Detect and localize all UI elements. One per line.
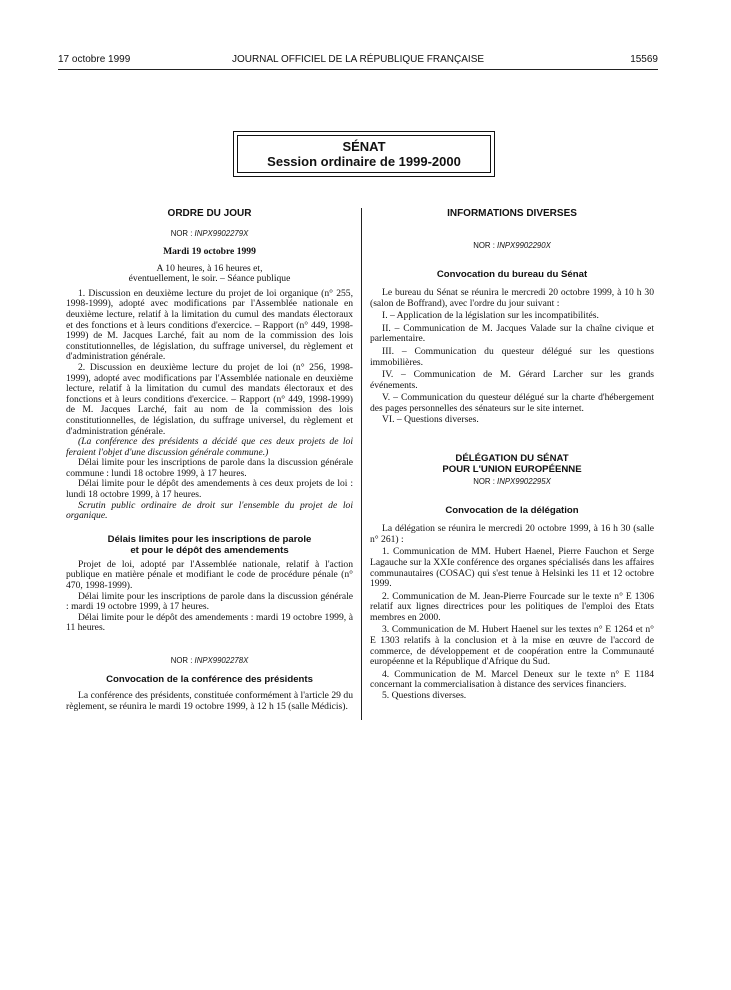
right-column (370, 208, 654, 702)
left-column (66, 208, 353, 712)
page-header (58, 54, 658, 68)
delegation-heading-line2: POUR L'UNION EUROPÉENNE (442, 464, 582, 476)
bureau-item: I. – Application de la législation sur les incompatibilités. (382, 310, 599, 322)
nor-label: NOR : (170, 229, 195, 238)
nor-label: NOR : (170, 656, 195, 665)
banner-subtitle: Session ordinaire de 1999-2000 (267, 154, 461, 169)
delegation-intro: La délégation se réunira le mercredi 20 octobre 1999, à 16 h 30 (salle n° 261) : (370, 523, 654, 545)
column-divider (361, 208, 362, 720)
nor-code: INPX9902295X (497, 477, 551, 487)
session-date: Mardi 19 octobre 1999 (163, 246, 256, 257)
delegation-item: 2. Communication de M. Jean-Pierre Fourcade sur le texte n° E 1306 relatif aux lignes directrices pour les politiques de l'emploi des Etats membres en 2000. (370, 590, 654, 623)
convocation-bureau-heading: Convocation du bureau du Sénat (436, 269, 588, 280)
agenda-item-1: 1. Discussion en deuxième lecture du projet de loi organique (n° 255, 1998-1999), adopté avec modifications par l'Assemblée nationale en deuxième lecture, relatif à la limitation du cumul des mandats électoraux et des fonctions et à leurs conditions d'exercice. – Rapport (n° 449, 1998-1999) de M. Jacques Larché, fait au nom de la commission des lois constitutionnelles, de législation, du suffrage universel, du règlement et d'administration générale. (66, 287, 353, 363)
bureau-item: II. – Communication de M. Jacques Valade sur la chaîne civique et parlementaire. (370, 322, 654, 345)
bureau-item: VI. – Questions diverses. (382, 413, 479, 425)
nor-reference (66, 229, 353, 239)
header-date: 17 octobre 1999 (58, 54, 131, 65)
agenda-item-2: 2. Discussion en deuxième lecture du projet de loi (n° 256, 1998-1999), adopté avec modifications par l'Assemblée nationale en deuxième lecture, relatif à la limitation du cumul des mandats électoraux et des fonctions et à leurs conditions d'exercice. – Rapport (n° 449, 1998-1999) de M. Jacques Larché, fait au nom de la commission des lois constitutionnelles, de législation, du suffrage universel, du règlement et d'administration générale. (66, 361, 353, 437)
delegation-heading-line1: DÉLÉGATION DU SÉNAT (455, 453, 569, 465)
nor-reference (370, 477, 654, 487)
nor-label: NOR : (473, 477, 498, 487)
senat-banner-inner (237, 135, 491, 173)
informations-diverses-heading: INFORMATIONS DIVERSES (447, 208, 577, 219)
scrutin-note: Scrutin public ordinaire de droit sur l'ensemble du projet de loi organique. (66, 499, 353, 522)
header-page-number: 15569 (630, 54, 658, 65)
session-time-line2: éventuellement, le soir. – Séance publique (128, 273, 291, 285)
delais-heading-line2: et pour le dépôt des amendements (130, 544, 289, 556)
delegation-item: 5. Questions diverses. (382, 690, 467, 702)
convocation-presidents-heading: Convocation de la conférence des présidents (106, 674, 313, 685)
conference-note: (La conférence des présidents a décidé que ces deux projets de loi feraient l'objet d'une discussion générale commune.) (66, 436, 353, 458)
nor-reference (370, 241, 654, 251)
convocation-delegation-heading: Convocation de la délégation (445, 505, 579, 517)
header-journal-title: JOURNAL OFFICIEL DE LA RÉPUBLIQUE FRANÇAISE (231, 54, 485, 65)
delai-inscriptions-commune: Délai limite pour les inscriptions de parole dans la discussion générale commune : lundi 18 octobre 1999, à 17 heures. (66, 457, 353, 479)
banner-title: SÉNAT (342, 139, 386, 154)
nor-code: INPX9902279X (194, 229, 249, 238)
ordre-du-jour-heading: ORDRE DU JOUR (167, 208, 252, 219)
nor-code: INPX9902278X (194, 656, 249, 665)
convocation-presidents-text: La conférence des présidents, constituée conformément à l'article 29 du règlement, se réunira le mardi 19 octobre 1999, à 12 h 15 (salle Médicis). (66, 690, 353, 712)
projet-de-loi-text: Projet de loi, adopté par l'Assemblée nationale, relatif à l'action publique en matière pénale et modifiant le code de procédure pénale (n° 470, 1998-1999). (66, 558, 353, 592)
delegation-item: 3. Communication de M. Hubert Haenel sur les textes n° E 1264 et n° E 1303 relatifs à la conclusion et à la mise en œuvre de l'accord de commerce, de développement et de coopération entre la Communauté européenne et la République d'Afrique du Sud. (370, 624, 654, 668)
delai-amendements-commune: Délai limite pour le dépôt des amendements à ces deux projets de loi : lundi 18 octobre 1999, à 17 heures. (66, 478, 353, 501)
delai-inscriptions-generale: Délai limite pour les inscriptions de parole dans la discussion générale : mardi 19 octobre 1999, à 17 heures. (66, 590, 353, 613)
delegation-item: 4. Communication de M. Marcel Deneux sur le texte n° E 1184 concernant la commercialisation à distance des services financiers. (370, 668, 654, 691)
bureau-item: IV. – Communication de M. Gérard Larcher sur les grands événements. (370, 369, 654, 391)
bureau-item: III. – Communication du questeur délégué sur les questions immobilières. (370, 345, 654, 368)
nor-reference (66, 656, 353, 666)
bureau-item: V. – Communication du questeur délégué sur la charte d'hébergement des pages personnelles des sénateurs sur le site internet. (370, 392, 654, 414)
bureau-intro: Le bureau du Sénat se réunira le mercredi 20 octobre 1999, à 10 h 30 (salon de Boffrand), avec l'ordre du jour suivant : (370, 287, 654, 309)
delai-amendements: Délai limite pour le dépôt des amendements : mardi 19 octobre 1999, à 11 heures. (66, 611, 353, 634)
nor-label: NOR : (473, 241, 498, 250)
header-rule (58, 69, 658, 70)
session-time-line1: A 10 heures, à 16 heures et, (156, 262, 263, 274)
senat-banner (233, 131, 495, 177)
delegation-item: 1. Communication de MM. Hubert Haenel, Pierre Fauchon et Serge Lagauche sur la XXIe conférence des organes spécialisés dans les affaires communautaires (COSAC) qui s'est tenue à Helsinki les 11 et 12 octobre 1999. (370, 546, 654, 590)
nor-code: INPX9902290X (497, 241, 551, 250)
delais-heading-line1: Délais limites pour les inscriptions de parole (107, 533, 312, 545)
